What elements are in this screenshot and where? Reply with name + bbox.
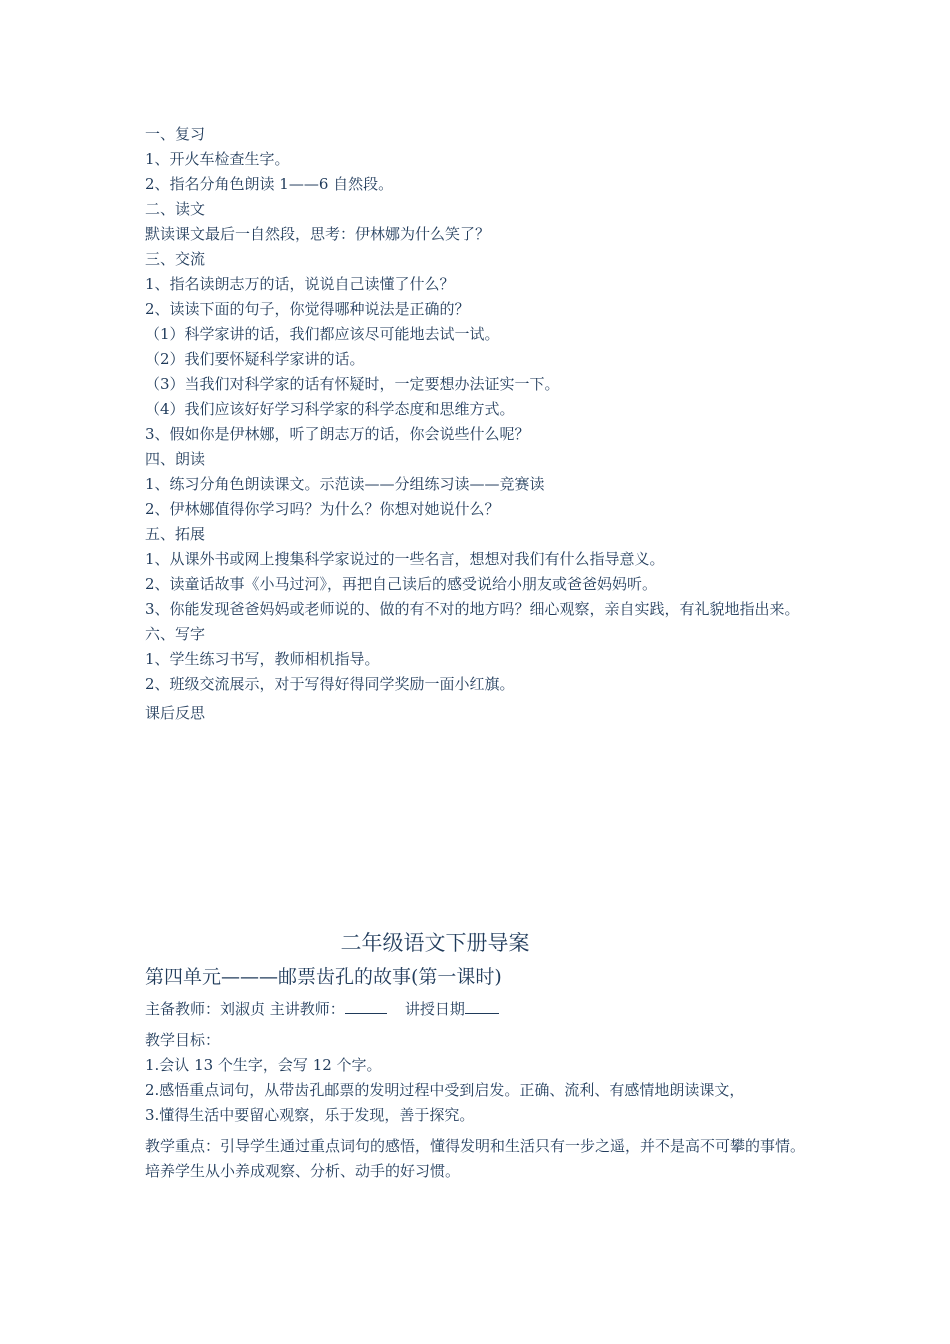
review-item-2: 2、指名分角色朗读 1——6 自然段。: [145, 175, 394, 193]
extend-item-3: 3、你能发现爸爸妈妈或老师说的、做的有不对的地方吗？细心观察，亲自实践，有礼貌地指出来。: [145, 600, 800, 618]
discuss-option-3: （3）当我们对科学家的话有怀疑时，一定要想办法证实一下。: [145, 375, 560, 393]
discuss-item-3: 3、假如你是伊林娜，听了朗志万的话，你会说些什么呢？: [145, 425, 530, 443]
discuss-option-4: （4）我们应该好好学习科学家的科学态度和思维方式。: [145, 400, 515, 418]
page-break-space: [145, 726, 815, 928]
section-heading-writing: 六、写字: [145, 625, 206, 643]
reflection-label: 课后反思: [145, 704, 206, 722]
prep-teacher: 主备教师：刘淑贞: [145, 1000, 266, 1018]
discuss-option-2: （2）我们要怀疑科学家讲的话。: [145, 350, 365, 368]
extend-item-2: 2、读童话故事《小马过河》，再把自己读后的感受说给小朋友或爸爸妈妈听。: [145, 575, 658, 593]
main-teacher-label: 主讲教师：: [269, 1000, 345, 1018]
discuss-option-1: （1）科学家讲的话，我们都应该尽可能地去试一试。: [145, 325, 500, 343]
section-heading-discuss: 三、交流: [145, 250, 206, 268]
review-item-1: 1、开火车检查生字。: [145, 150, 290, 168]
teacher-info: [145, 996, 815, 1022]
section-heading-recite: 四、朗读: [145, 450, 206, 468]
key-points: 教学重点：引导学生通过重点词句的感悟，懂得发明和生活只有一步之遥，并不是高不可攀的事情。培养学生从小养成观察、分析、动手的好习惯。: [145, 1137, 806, 1180]
date-label: 讲授日期: [404, 1000, 465, 1018]
discuss-item-2: 2、读读下面的句子，你觉得哪种说法是正确的？: [145, 300, 470, 318]
goal-1: 1.会认 13 个生字，会写 12 个字。: [145, 1056, 382, 1074]
read-text: 默读课文最后一自然段，思考：伊林娜为什么笑了？: [145, 225, 491, 243]
discuss-item-1: 1、指名读朗志万的话，说说自己读懂了什么？: [145, 275, 455, 293]
goals-label: 教学目标：: [145, 1031, 221, 1049]
document-page: [145, 122, 815, 1184]
recite-item-2: 2、伊林娜值得你学习吗？为什么？你想对她说什么？: [145, 500, 500, 518]
document-title: 二年级语文下册导案: [340, 931, 530, 955]
recite-item-1: 1、练习分角色朗读课文。示范读——分组练习读——竞赛读: [145, 475, 545, 493]
unit-title: 第四单元———邮票齿孔的故事(第一课时): [145, 966, 502, 988]
section-heading-read: 二、读文: [145, 200, 206, 218]
goal-2: 2.感悟重点词句，从带齿孔邮票的发明过程中受到启发。正确、流利、有感情地朗读课文，: [145, 1081, 745, 1099]
main-teacher-blank: [345, 997, 387, 1014]
writing-item-1: 1、学生练习书写，教师相机指导。: [145, 650, 380, 668]
writing-item-2: 2、班级交流展示，对于写得好得同学奖励一面小红旗。: [145, 675, 515, 693]
section-heading-review: 一、复习: [145, 125, 206, 143]
section-heading-extend: 五、拓展: [145, 525, 206, 543]
extend-item-1: 1、从课外书或网上搜集科学家说过的一些名言，想想对我们有什么指导意义。: [145, 550, 665, 568]
goal-3: 3.懂得生活中要留心观察，乐于发现，善于探究。: [145, 1106, 475, 1124]
date-blank: [465, 997, 499, 1014]
